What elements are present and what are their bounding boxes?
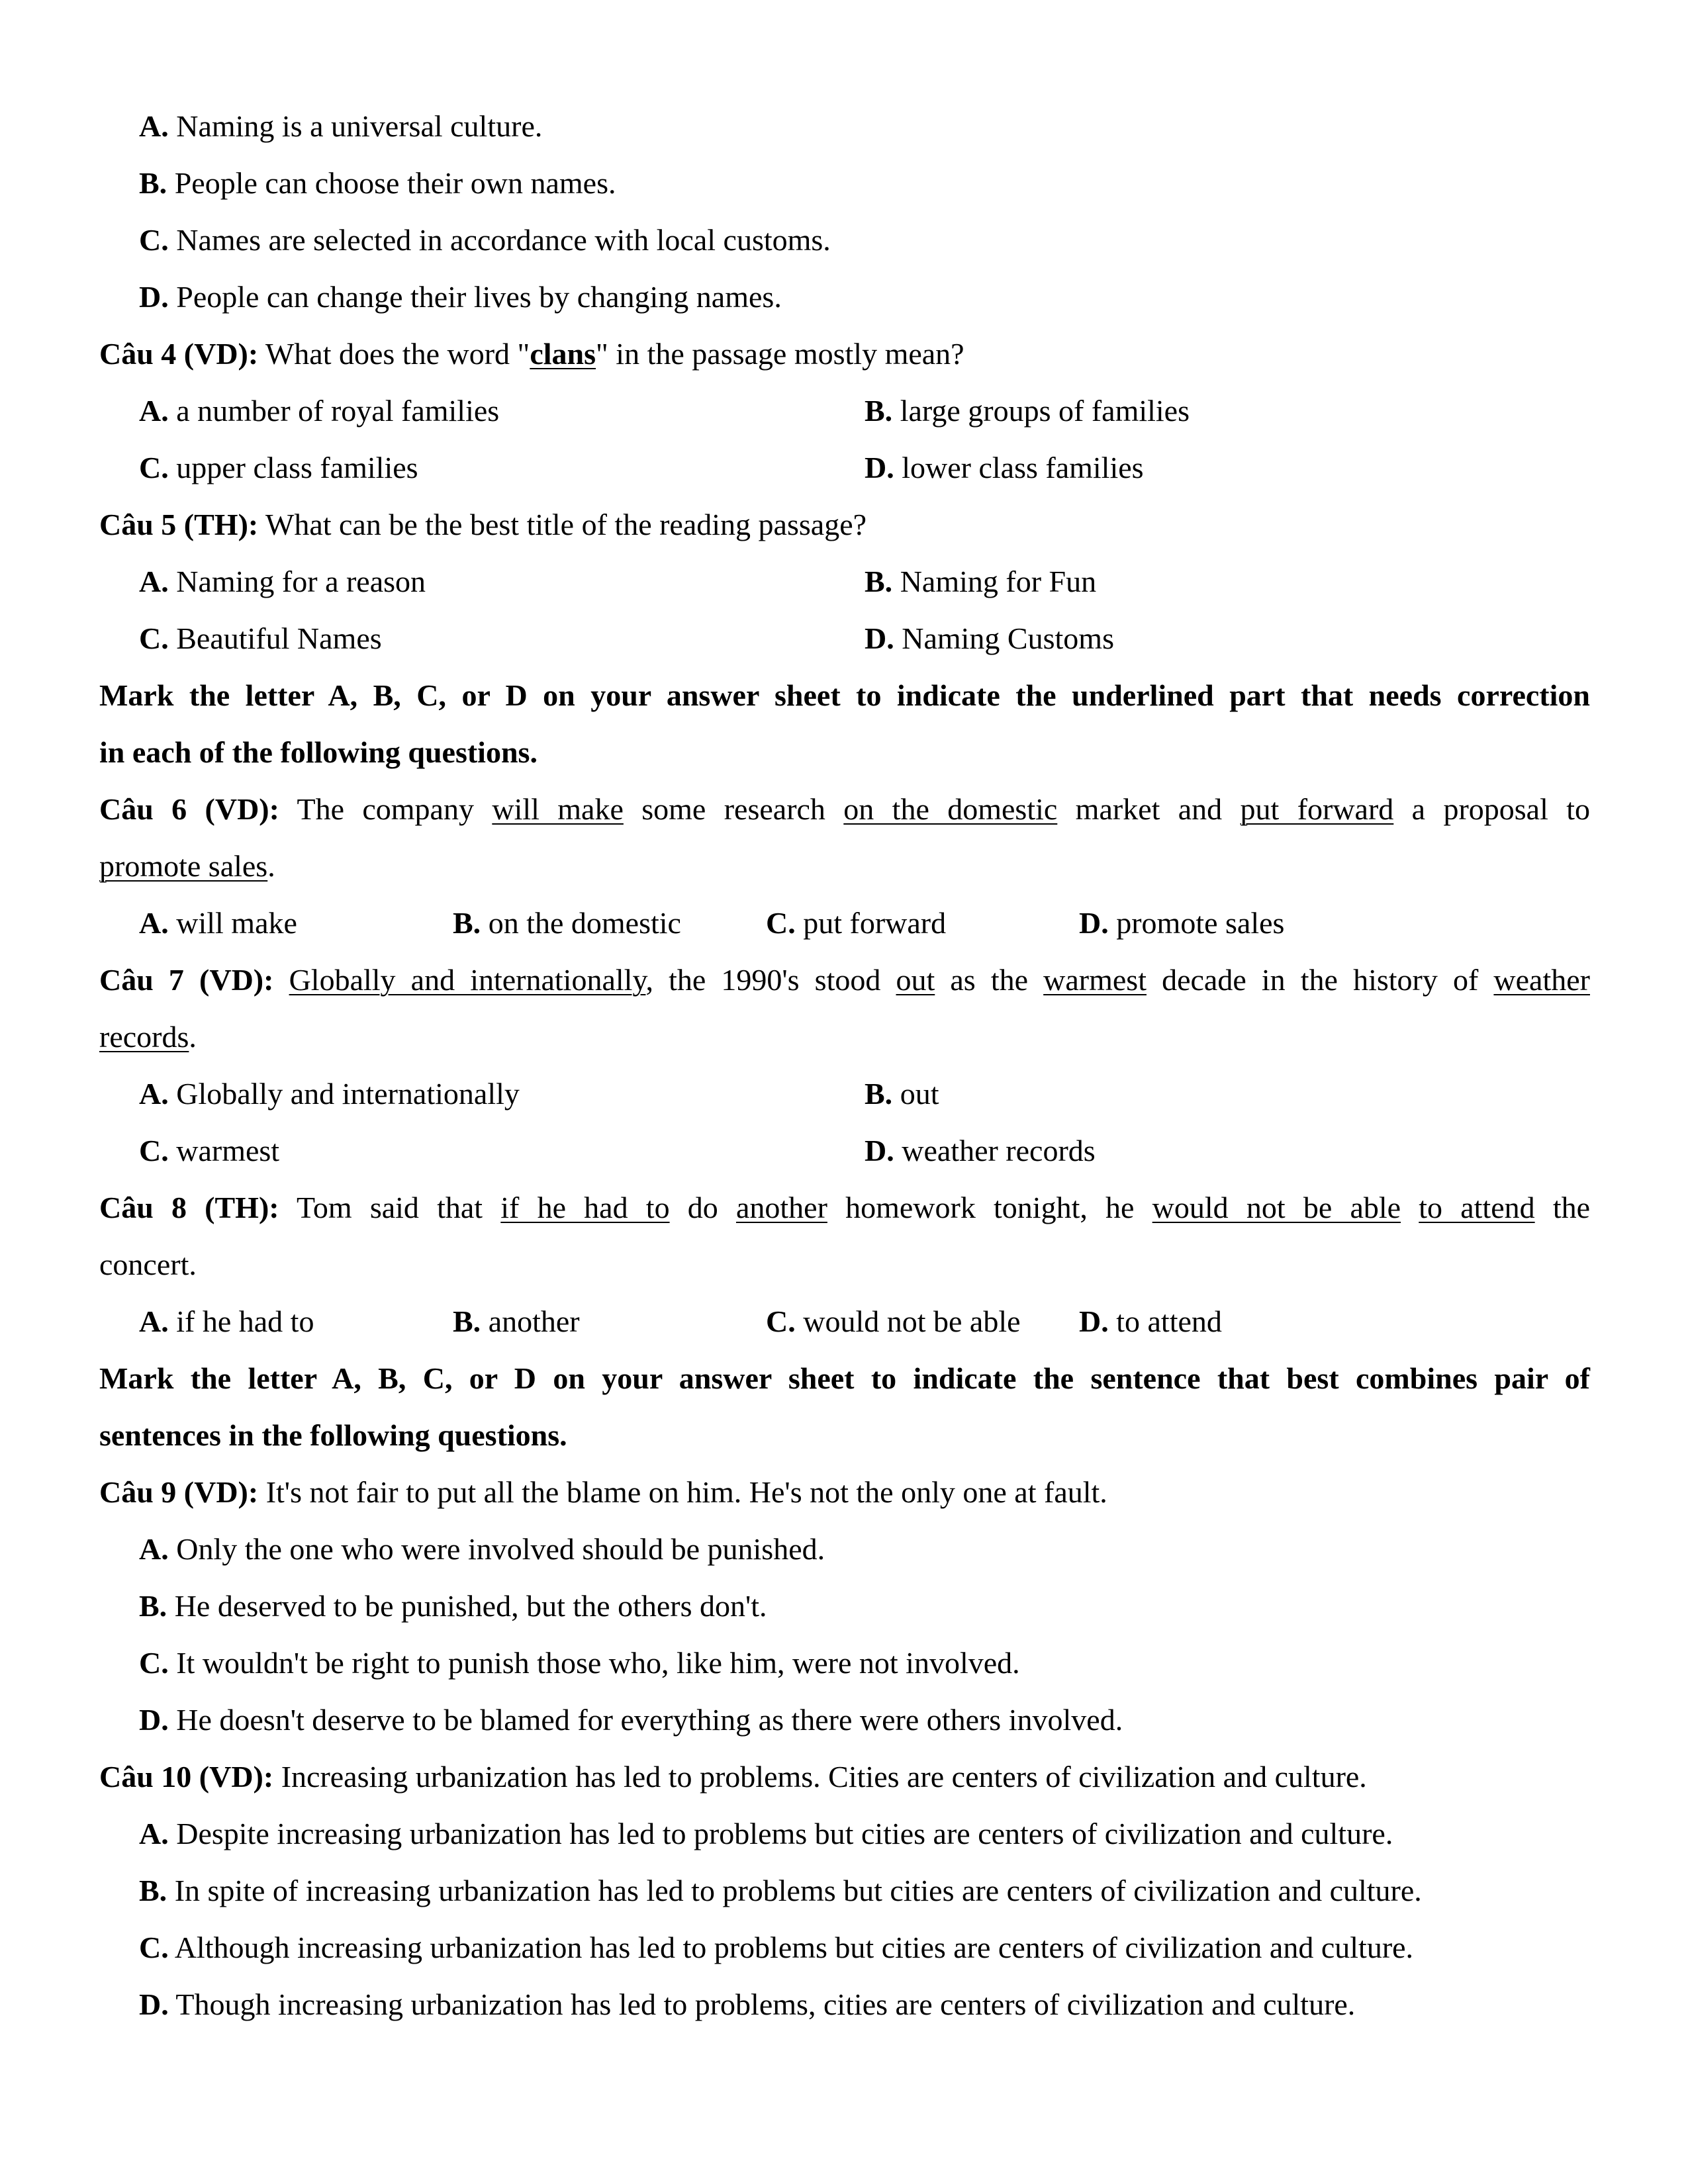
question-label: Câu 5 (TH): [99, 508, 259, 541]
q9-option-a [99, 1521, 1590, 1578]
option-letter: D. [865, 451, 894, 484]
question-text: market and [1057, 792, 1241, 826]
q8-options [99, 1293, 1590, 1350]
q8-option-d [1079, 1293, 1222, 1350]
q5-option-c [139, 610, 865, 667]
q4-option-b [865, 383, 1190, 439]
question-label: Câu 4 (VD): [99, 337, 259, 371]
question-text: It's not fair to put all the blame on him. He's not the only one at fault. [258, 1475, 1107, 1509]
q7-option-c [139, 1122, 865, 1179]
option-letter: C. [139, 223, 169, 257]
question-label: Câu 10 (VD): [99, 1760, 274, 1794]
option-letter: C. [766, 1304, 796, 1338]
q6-option-c [766, 895, 1079, 952]
option-text: out [900, 1077, 939, 1111]
option-text: will make [176, 906, 297, 940]
instruction-correction-line-1: Mark the letter A, B, C, or D on your answer sheet to indicate the underlined part that needs correction [99, 678, 1590, 712]
question-text: Tom said that [279, 1191, 501, 1224]
question-text: What can be the best title of the reading passage? [258, 508, 867, 541]
underlined-part-a: will make [492, 792, 624, 826]
question-text: . [267, 849, 275, 883]
instruction-correction-line-2: in each of the following questions. [99, 735, 538, 769]
q8-option-a [139, 1293, 453, 1350]
option-text: a number of royal families [176, 394, 500, 428]
q6-stem-line-2 [99, 838, 1590, 895]
q7-options-row-2 [99, 1122, 1590, 1179]
q7-stem-line-2 [99, 1009, 1590, 1066]
option-text: Only the one who were involved should be punished. [176, 1532, 825, 1566]
option-letter: A. [139, 109, 169, 143]
question-keyword: clans [530, 337, 596, 371]
question-text: as the [935, 963, 1044, 997]
option-text: People can change their lives by changing names. [176, 280, 782, 314]
q10-option-c [99, 1919, 1590, 1976]
option-text: Though increasing urbanization has led to problems, cities are centers of civilization and culture. [175, 1987, 1356, 2021]
q5-option-a [139, 553, 865, 610]
option-text: Although increasing urbanization has led to problems but cities are centers of civilization and culture. [174, 1931, 1414, 1964]
q5-options-row-2 [99, 610, 1590, 667]
option-letter: C. [139, 451, 169, 484]
option-text: another [488, 1304, 580, 1338]
option-letter: C. [139, 1646, 169, 1680]
q8-option-b [453, 1293, 766, 1350]
underlined-part-a: if he had to [500, 1191, 670, 1224]
q5-stem [99, 496, 1590, 553]
option-text: on the domestic [488, 906, 681, 940]
q9-stem [99, 1464, 1590, 1521]
option-letter: D. [865, 1134, 894, 1167]
option-text: Despite increasing urbanization has led to problems but cities are centers of civilization and culture. [176, 1817, 1393, 1850]
option-text: In spite of increasing urbanization has led to problems but cities are centers of civilization and culture. [174, 1874, 1422, 1907]
underlined-part-d: weather [1493, 963, 1590, 997]
q7-option-b [865, 1066, 939, 1122]
q6-option-b [453, 895, 766, 952]
question-text: What does the word " [258, 337, 530, 371]
option-text: would not be able [803, 1304, 1021, 1338]
q9-option-d [99, 1692, 1590, 1749]
underlined-part-c: warmest [1043, 963, 1147, 997]
option-text: Naming for Fun [900, 565, 1097, 598]
q10-option-a [99, 1805, 1590, 1862]
option-letter: D. [139, 280, 169, 314]
q6-stem [99, 781, 1590, 838]
question-text: " in the passage mostly mean? [596, 337, 964, 371]
option-text: put forward [803, 906, 947, 940]
option-letter: A. [139, 565, 169, 598]
question-text: a proposal to [1393, 792, 1591, 826]
option-text: large groups of families [900, 394, 1190, 428]
q3-option-d [99, 269, 1590, 326]
option-letter: A. [139, 1532, 169, 1566]
question-label: Câu 9 (VD): [99, 1475, 259, 1509]
question-text: do [669, 1191, 736, 1224]
option-text: lower class families [902, 451, 1144, 484]
question-text [1401, 1191, 1419, 1224]
q4-stem [99, 326, 1590, 383]
question-text: , the 1990's stood [645, 963, 896, 997]
option-text: He doesn't deserve to be blamed for everything as there were others involved. [176, 1703, 1123, 1737]
option-letter: D. [139, 1987, 169, 2021]
underlined-part-c: would not be able [1152, 1191, 1401, 1224]
q10-stem [99, 1749, 1590, 1805]
option-text: weather records [902, 1134, 1096, 1167]
option-letter: B. [453, 1304, 481, 1338]
q7-stem [99, 952, 1590, 1009]
option-letter: D. [1079, 906, 1109, 940]
underlined-part-b: out [896, 963, 935, 997]
q8-stem [99, 1179, 1590, 1236]
option-letter: C. [139, 1931, 169, 1964]
q3-option-a [99, 98, 1590, 155]
q7-option-d [865, 1122, 1096, 1179]
question-label: Câu 6 (VD): [99, 792, 279, 826]
exam-page [99, 98, 1590, 2033]
q4-option-c [139, 439, 865, 496]
q4-options-row-1 [99, 383, 1590, 439]
option-text: Globally and internationally [176, 1077, 520, 1111]
question-text: the [1534, 1191, 1591, 1224]
option-text: People can choose their own names. [174, 166, 616, 200]
q5-option-b [865, 553, 1096, 610]
option-letter: C. [766, 906, 796, 940]
underlined-part-d: to attend [1419, 1191, 1535, 1224]
q4-option-a [139, 383, 865, 439]
q5-options-row-1 [99, 553, 1590, 610]
question-text: Increasing urbanization has led to problems. Cities are centers of civilization and culture. [273, 1760, 1367, 1794]
question-text: homework tonight, he [827, 1191, 1152, 1224]
option-text: Naming is a universal culture. [176, 109, 543, 143]
option-text: Beautiful Names [176, 621, 382, 655]
question-text: The company [279, 792, 492, 826]
instruction-combine-line-1: Mark the letter A, B, C, or D on your answer sheet to indicate the sentence that best combines pair of [99, 1361, 1590, 1395]
question-text: decade in the history of [1146, 963, 1494, 997]
q6-option-a [139, 895, 453, 952]
option-letter: B. [865, 394, 893, 428]
question-text: some research [623, 792, 844, 826]
question-label: Câu 7 (VD): [99, 963, 274, 997]
option-letter: B. [139, 1589, 167, 1623]
question-text [273, 963, 289, 997]
option-letter: B. [139, 166, 167, 200]
q4-options-row-2 [99, 439, 1590, 496]
q10-option-d [99, 1976, 1590, 2033]
q8-stem-line-2: concert. [99, 1248, 197, 1281]
option-letter: B. [139, 1874, 167, 1907]
option-letter: B. [865, 1077, 893, 1111]
option-text: He deserved to be punished, but the others don't. [174, 1589, 767, 1623]
option-letter: B. [865, 565, 893, 598]
option-text: if he had to [176, 1304, 314, 1338]
underlined-part-d: records [99, 1020, 189, 1054]
q4-option-d [865, 439, 1144, 496]
q7-options-row-1 [99, 1066, 1590, 1122]
option-letter: C. [139, 621, 169, 655]
option-text: to attend [1116, 1304, 1222, 1338]
q8-option-c [766, 1293, 1079, 1350]
q7-option-a [139, 1066, 865, 1122]
option-letter: A. [139, 1077, 169, 1111]
underlined-part-b: on the domestic [843, 792, 1058, 826]
q10-option-b [99, 1862, 1590, 1919]
question-label: Câu 8 (TH): [99, 1191, 279, 1224]
option-text: promote sales [1116, 906, 1285, 940]
option-letter: C. [139, 1134, 169, 1167]
option-text: warmest [176, 1134, 280, 1167]
option-letter: A. [139, 1817, 169, 1850]
underlined-part-c: put forward [1240, 792, 1394, 826]
option-text: Names are selected in accordance with local customs. [176, 223, 831, 257]
option-letter: A. [139, 394, 169, 428]
option-text: Naming for a reason [176, 565, 426, 598]
q9-option-c [99, 1635, 1590, 1692]
q5-option-d [865, 610, 1114, 667]
option-letter: A. [139, 1304, 169, 1338]
instruction-combine-line-2: sentences in the following questions. [99, 1418, 567, 1452]
q9-option-b [99, 1578, 1590, 1635]
option-text: It wouldn't be right to punish those who, like him, were not involved. [176, 1646, 1020, 1680]
question-text: . [189, 1020, 197, 1054]
underlined-part-d: promote sales [99, 849, 268, 883]
option-letter: D. [865, 621, 894, 655]
underlined-part-b: another [735, 1191, 827, 1224]
option-text: upper class families [176, 451, 418, 484]
option-letter: A. [139, 906, 169, 940]
q3-option-c [99, 212, 1590, 269]
underlined-part-a: Globally and internationally [289, 963, 646, 997]
option-text: Naming Customs [902, 621, 1114, 655]
option-letter: D. [1079, 1304, 1109, 1338]
q3-option-b [99, 155, 1590, 212]
option-letter: B. [453, 906, 481, 940]
q6-option-d [1079, 895, 1284, 952]
option-letter: D. [139, 1703, 169, 1737]
q6-options [99, 895, 1590, 952]
